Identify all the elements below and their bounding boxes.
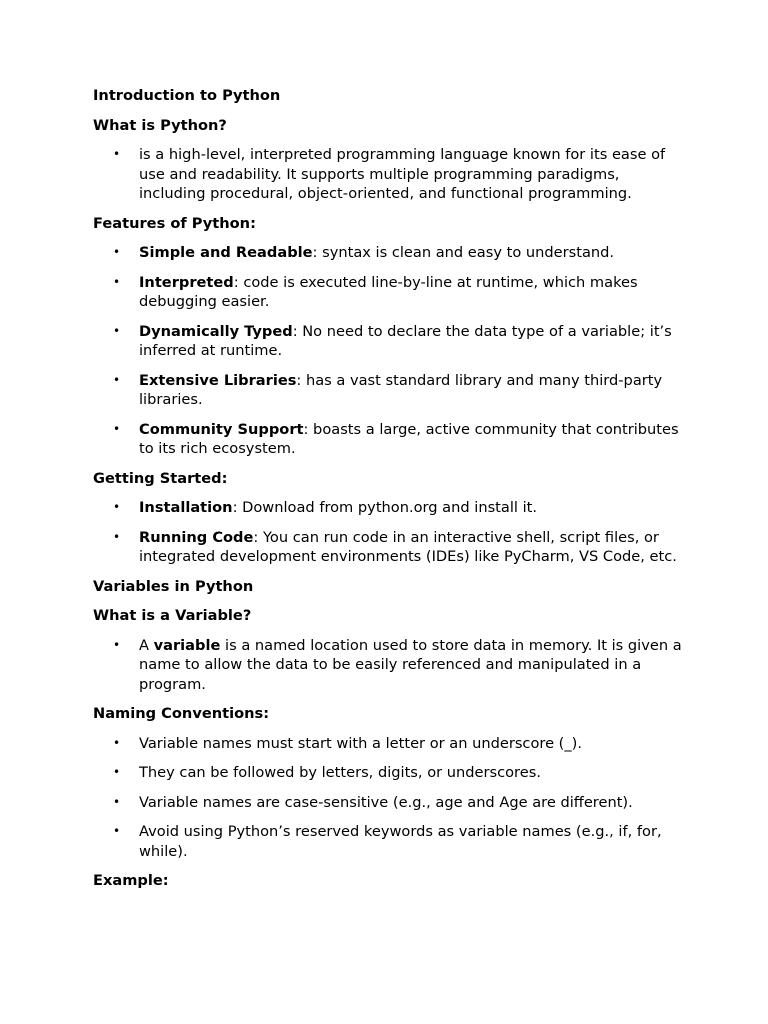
list-item-text: : No need to declare the data type of a variable; it’s inferred at runtime. [139,322,672,359]
doc-title: Introduction to Python [93,87,281,104]
list-item-text: Variable names must start with a letter or an underscore (_). [139,734,583,752]
list-item [93,371,683,410]
list-naming [93,734,683,862]
section-heading-what-is-python: What is Python? [93,116,227,134]
list-item-prefix: A [139,636,154,654]
list-item [93,793,683,813]
list-item [93,822,683,861]
bullet-icon: • [113,765,121,779]
list-item-term: Interpreted [139,273,234,291]
list-item-term: Installation [139,499,233,516]
list-item [93,420,683,459]
bullet-icon: • [113,824,121,838]
bullet-icon: • [113,147,121,161]
list-item-term: Community Support [139,420,304,438]
bullet-icon: • [113,274,121,289]
list-item-text: Variable names are case-sensitive (e.g., age and Age are different). [139,793,633,811]
section-heading-getting-started: Getting Started: [93,469,228,487]
list-item-text: They can be followed by letters, digits, or underscores. [139,764,541,781]
bullet-icon: • [113,529,121,544]
bullet-icon: • [113,245,121,259]
list-item-term: Simple and Readable [139,244,313,261]
list-item [93,734,683,754]
list-item-text: is a named location used to store data in memory. It is given a name to allow the data to be easily referenced and manipulated in a program. [139,636,682,693]
section-heading-features: Features of Python: [93,214,256,232]
list-item-text: Avoid using Python’s reserved keywords as variable names (e.g., if, for, while). [139,823,662,860]
list-item [93,273,683,312]
list-item-text: : code is executed line-by-line at runtime, which makes debugging easier. [139,273,638,310]
bullet-icon: • [113,421,121,436]
list-what-is-python [93,145,683,204]
bullet-icon: • [113,500,121,514]
list-what-is-variable [93,636,683,695]
list-item [93,498,683,518]
bullet-icon: • [113,323,121,338]
list-features [93,243,683,459]
list-item [93,763,683,783]
list-item [93,322,683,361]
list-item-text: : You can run code in an interactive shell, script files, or integrated development environments (IDEs) like PyCharm, VS Code, etc. [139,528,677,565]
list-item-text: : boasts a large, active community that contributes to its rich ecosystem. [139,420,679,457]
list-item-text: : syntax is clean and easy to understand. [312,244,615,261]
section-title-variables: Variables in Python [93,577,254,595]
list-item [93,145,683,204]
section-heading-example: Example: [93,872,169,889]
document-page [93,86,683,901]
bullet-icon: • [113,735,121,750]
list-item [93,528,683,567]
list-item-term: Running Code [139,528,254,546]
bullet-icon: • [113,372,121,387]
section-heading-naming: Naming Conventions: [93,705,270,722]
list-item [93,243,683,263]
list-item [93,636,683,695]
list-item-text: is a high-level, interpreted programming language known for its ease of use and readability. It supports multiple programming paradigms, including procedural, object-oriented, and functional programming. [139,146,666,202]
list-item-term: variable [153,636,221,654]
bullet-icon: • [113,637,121,652]
list-item-text: : has a vast standard library and many third-party libraries. [139,371,663,408]
list-item-term: Dynamically Typed [139,322,293,340]
bullet-icon: • [113,794,121,809]
list-getting-started [93,498,683,567]
section-heading-what-is-variable: What is a Variable? [93,607,252,624]
list-item-term: Extensive Libraries [139,371,297,389]
list-item-text: : Download from python.org and install it. [232,499,538,516]
